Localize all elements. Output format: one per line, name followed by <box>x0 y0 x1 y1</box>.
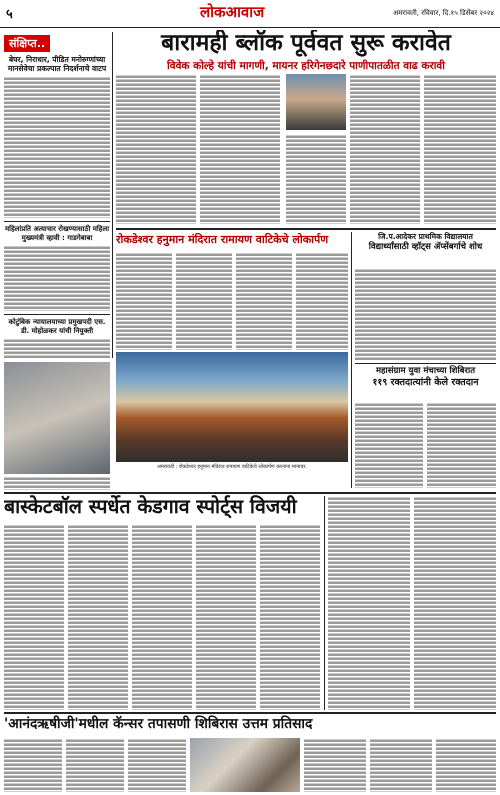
school-headline: जि.प.आदेकर प्राथमिक विद्यालयात <box>378 232 473 241</box>
story1-headline: बेघर, निराधार, पीडित मनोरुग्णांच्या मानसेवेचा प्रकल्पात निदर्शनाचे वाटप <box>7 55 107 73</box>
camp-body-col1 <box>355 402 423 488</box>
story2-headline: महिलांप्रति अत्याचार रोखण्यासाठी महिला मुख्यमंत्री व्हावी : गाडगेबाबा <box>4 225 110 242</box>
lead-subheadline: विवेक कोल्हे यांची मागणी, मायनर हरिगेनछदारे पाणीपातळीत वाढ करावी <box>167 60 445 72</box>
sankshipt-tag: संक्षिप्त.. <box>4 35 50 52</box>
page-header <box>0 0 500 28</box>
left-column <box>4 32 110 358</box>
basketball-body-col2 <box>68 524 128 710</box>
lead-body-col4 <box>350 74 420 224</box>
column-rule <box>324 496 325 710</box>
school-body <box>355 268 496 360</box>
side-body-col2 <box>414 496 496 710</box>
bottom-body-col6 <box>436 738 496 792</box>
temple-caption: अमरावती : रोकडेश्वर हनुमान मंदिरात रामायण वाटिकेचे लोकार्पण करताना मान्यवर. <box>157 464 307 470</box>
side-body-col1 <box>328 496 410 710</box>
temple-body-col2 <box>176 252 232 350</box>
temple-body-col3 <box>236 252 292 350</box>
basketball-body-col4 <box>196 524 256 710</box>
lead-body-col5 <box>424 74 496 224</box>
basketball-body-col5 <box>260 524 320 710</box>
bottom-headline: 'आनंदऋषीजी'मधील कॅन्सर तपासणी शिबिरास उत्तम प्रतिसाद <box>4 716 313 732</box>
divider <box>4 314 110 315</box>
temple-body-col1 <box>116 252 172 350</box>
story3-body <box>4 338 110 358</box>
bottom-body-col2 <box>66 738 124 792</box>
bottom-body-col4 <box>304 738 366 792</box>
column-rule <box>351 232 352 488</box>
lead-portrait-photo <box>286 74 346 130</box>
divider <box>355 363 496 364</box>
basketball-body-col3 <box>132 524 192 710</box>
temple-photo <box>116 352 348 462</box>
bottom-body-col3 <box>128 738 186 792</box>
lead-headline: बारामही ब्लॉक पूर्ववत सुरू करावेत <box>161 30 451 56</box>
masthead: लोकआवाज <box>200 3 265 21</box>
temple-body-col4 <box>296 252 348 350</box>
left-photo <box>4 362 110 474</box>
school-story <box>355 232 496 272</box>
basketball-body-col1 <box>4 524 64 710</box>
column-rule <box>112 32 113 358</box>
bottom-photo <box>190 738 300 792</box>
story3-headline: कोटुंबिक न्यायालयाच्या प्रमुखपदी एस. डी. मोहोळकर यांची नियुक्ती <box>8 318 106 335</box>
dateline: अमरावती, रविवार, दि.१५ डिसेंबर २०२४ <box>392 9 494 17</box>
lead-body-col3 <box>286 134 346 224</box>
left-photo-caption <box>4 476 110 490</box>
camp-story <box>355 365 496 401</box>
story2-body <box>4 245 110 311</box>
temple-story <box>116 232 348 252</box>
lead-body-col1 <box>116 74 196 224</box>
temple-headline: रोकडेश्वर हनुमान मंदिरात रामायण वाटिकेचे लोकार्पण <box>116 233 329 246</box>
divider <box>4 221 110 222</box>
basketball-headline: बास्केटबॉल स्पर्धेत केडगाव स्पोर्ट्स विजयी <box>4 495 297 518</box>
camp-subheadline: ११९ रक्तदात्यांनी केले रक्तदान <box>372 377 479 388</box>
story1-body <box>4 76 110 218</box>
camp-body-col2 <box>427 402 496 488</box>
bottom-story <box>4 714 496 736</box>
page-number: ५ <box>6 7 13 22</box>
section-rule <box>116 228 496 230</box>
school-subheadline: विद्यार्थ्यांसाठी व्हॉट्स ॲप्सेंबर्गाचे शोध <box>368 242 483 252</box>
bottom-body-col5 <box>370 738 432 792</box>
bottom-body-col1 <box>4 738 62 792</box>
lead-body-col2 <box>200 74 280 224</box>
camp-headline: महासंग्राम युवा मंचाच्या शिबिरात <box>375 366 476 376</box>
